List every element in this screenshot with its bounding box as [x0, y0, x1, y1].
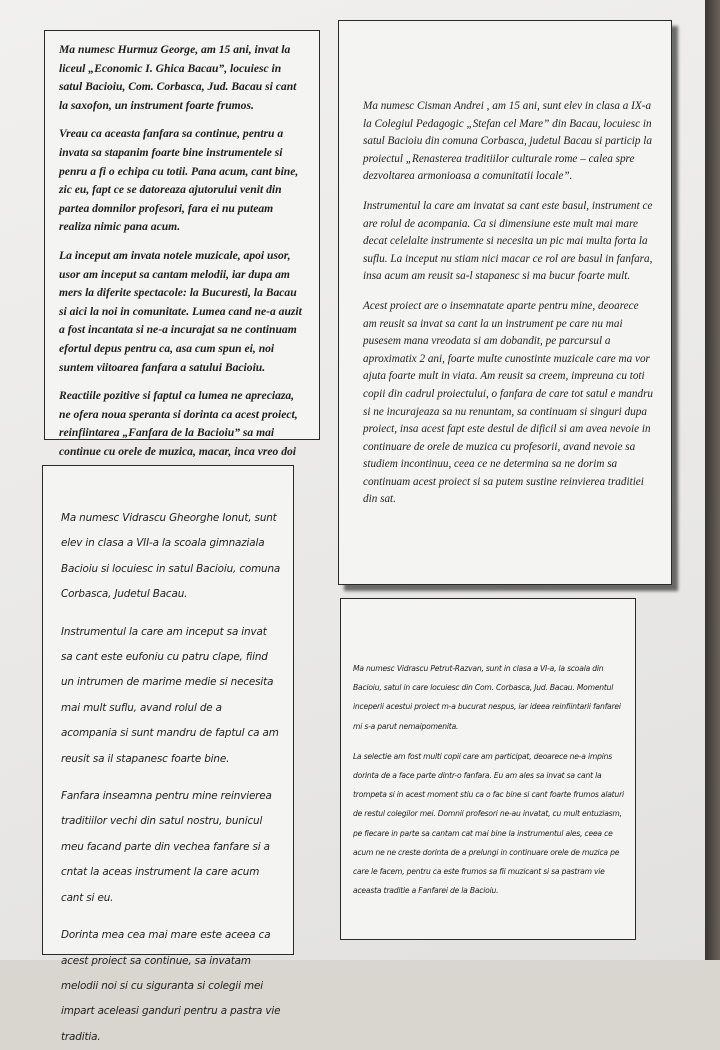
paragraph: Ma numesc Cisman Andrei , am 15 ani, sunt elev in clasa a IX-a la Colegiul Pedagogic „Stefan cel Mare” din Bacau, locuiesc in satul Bacioiu din comuna Corbasca, judetul Bacau si particip la proiectul „Renasterea traditiilor culturale rome – calea spre dezvoltarea armonioasa a comunitatii locale”. [363, 100, 652, 183]
paragraph: Acest proiect are o insemnatate aparte pentru mine, deoarece am reusit sa invat sa cant la un instrument pe care nu mai pusesem mana vreodata si am dobandit, pe parcursul a aproximatix 2 ani, foarte multe cunostinte muzicale care ma vor ajuta foarte mult in viata. Am reusit sa creem, impreuna cu toti copii din cadrul proiectului, o fanfara de care tot satul e mandru si ne incurajeaza sa nu renuntam, sa continuam si singuri dupa proiect, insa acest fapt este destul de dificil si am avea nevoie in continuare de orele de muzica cu profesorii, avand nevoie sa studiem incontinuu, ceea ce ne determina sa ne dorim sa continuam acest proiect si sa putem sustine reinvierea traditiei din sat. [363, 299, 654, 506]
paragraph: La inceput am invata notele muzicale, apoi usor, usor am inceput sa cantam melodii, iar dupa am mers la diferite spectacole: la Bucuresti, la Bacau si aici la noi in comunitate. Lumea cand ne-a auzit a fost incantata si ne-a incurajat sa ne continuam efortul depus pentru ca, asa cum spun ei, noi suntem viitoarea fanfara a satului Bacioiu. [59, 248, 302, 374]
background-edge [705, 0, 720, 960]
paragraph: Ma numesc Vidrascu Gheorghe Ionut, sunt elev in clasa a VII-a la scoala gimnaziala Bacioiu si locuiesc in satul Bacioiu, comuna Corbasca, Judetul Bacau. [61, 512, 281, 601]
paragraph: Reactiile pozitive si faptul ca lumea ne apreciaza, ne ofera noua speranta si dorinta ca acest proiect, reinfiintarea „Fanfara de la Bacioiu” sa mai continue cu orele de muzica, macar, inca vreo doi [59, 389, 298, 458]
paragraph: Fanfara inseamna pentru mine reinvierea traditiilor vechi din satul nostru, bunicul meu facand parte din vechea fanfare si a cntat la aceas instrument la care acum cant si eu. [61, 790, 272, 904]
testimonial-box-vidrascu-petrut [340, 598, 636, 940]
paragraph: La selectie am fost multi copii care am participat, deoarece ne-a impins dorinta de a face parte dintr-o fanfara. Eu am ales sa invat sa cant la trompeta si in acest moment stiu ca o fac bine si cant foarte frumos alaturi de restul colegilor mei. Domnii profesori ne-au invatat, cu mult entuziasm, pe fiecare in parte sa cantam cat mai bine la instrumentul ales, ceea ce acum ne ne creste dorinta de a prelungi in continuare orele de muzica pe care le facem, pentru ca este frumos sa fii muzicant si sa pastram vie aceasta traditie a Fanfarei de la Bacioiu. [353, 751, 624, 896]
paragraph: Instrumentul la care am inceput sa invat sa cant este eufoniu cu patru clape, fiind un intrumen de marime medie si necesita mai mult suflu, avand rolul de a acompania si sunt mandru de faptul ca am reusit sa il stapanesc foarte bine. [61, 625, 279, 765]
testimonial-box-cisman-andrei [338, 20, 672, 585]
testimonial-box-vidrascu-gheorghe [42, 465, 294, 1043]
paragraph: Ma numesc Vidrascu Petrut-Razvan, sunt in clasa a VI-a, la scoala din Bacioiu, satul in care locuiesc din Com. Corbasca, Jud. Bacau. Momentul inceperii acestui proiect m-a bucurat nespus, iar ideea reinfiintarii fanfarei mi s-a parut nemaipomenita. [353, 664, 621, 731]
paragraph: Dorinta mea cea mai mare este aceea ca acest proiect sa continue, sa invatam melodii noi si cu siguranta si colegii mei impart aceleasi ganduri pentru a pastra vie traditia. [61, 929, 281, 1043]
testimonial-box-hurmuz-george [44, 30, 320, 458]
paragraph: Vreau ca aceasta fanfara sa continue, pentru a invata sa stapanim foarte bine instrumentele si penru a fi o echipa cu totii. Pana acum, cant bine, zic eu, fapt ce se datoreaza ajutorului venit din partea domnilor profesori, fara ei nu puteam realiza nimic pana acum. [59, 127, 299, 234]
paragraph: Ma numesc Hurmuz George, am 15 ani, invat la liceul „Economic I. Ghica Bacau”, locuiesc in satul Bacioiu, Com. Corbasca, Jud. Bacau si cant la saxofon, un instrument foarte frumos. [59, 43, 297, 112]
paragraph: Instrumentul la care am invatat sa cant este basul, instrument ce are rolul de acompania. Ca si dimensiune este mult mai mare decat celelalte instrumente si necesita un pic mai multa forta la suflu. La inceput nu stiam nici macar ce rol are basul in fanfara, insa acum am reusit sa-l stapanesc si ma bucur foarte mult. [363, 199, 653, 283]
